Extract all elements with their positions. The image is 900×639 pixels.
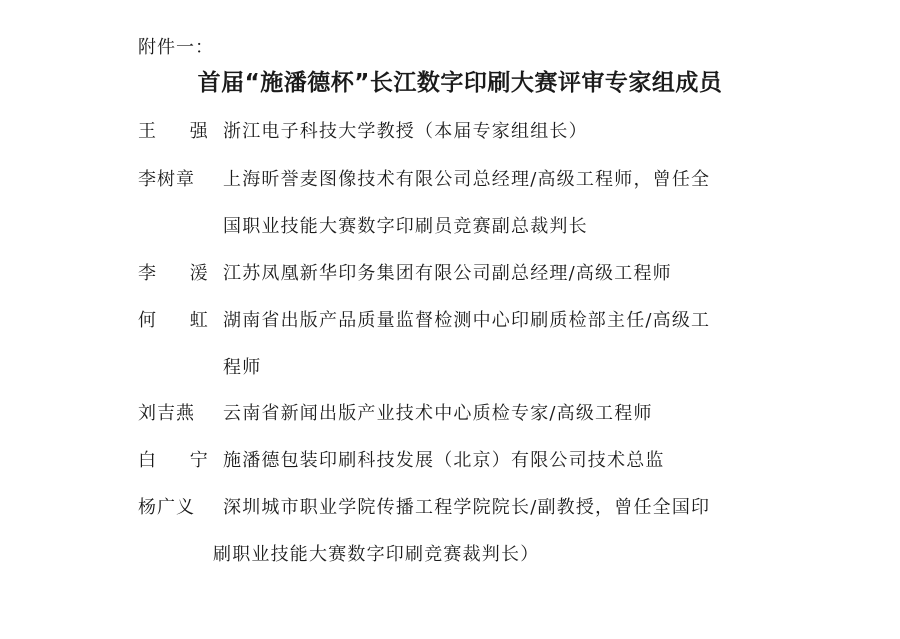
member-name: 李树章 (138, 169, 195, 190)
member-name: 何 虹 (138, 310, 222, 331)
member-entry (138, 156, 778, 250)
member-entry (138, 250, 778, 297)
member-description-line: 湖南省出版产品质量监督检测中心印刷质检部主任/高级工 (223, 310, 711, 331)
member-name: 刘吉燕 (138, 403, 195, 424)
member-description (223, 156, 768, 250)
member-description (223, 108, 768, 155)
member-description-line: 程师 (223, 357, 262, 378)
member-description-line: 国职业技能大赛数字印刷员竞赛副总裁判长 (223, 216, 588, 237)
member-name: 李 湲 (138, 263, 222, 284)
attachment-label: 附件一： (138, 37, 214, 58)
member-description (213, 484, 768, 578)
member-entry (138, 437, 778, 484)
member-description-line: 浙江电子科技大学教授（本届专家组组长） (223, 121, 588, 142)
member-description-line: 深圳城市职业学院传播工程学院院长/副教授，曾任全国印 (223, 497, 711, 518)
member-entry (138, 108, 778, 155)
member-description-line: 施潘德包装印刷科技发展（北京）有限公司技术总监 (223, 450, 665, 471)
member-description (223, 250, 768, 297)
member-name: 杨广义 (138, 497, 195, 518)
member-name: 王 强 (138, 121, 222, 142)
member-description (223, 390, 768, 437)
member-entry (138, 484, 778, 578)
member-entry (138, 390, 778, 437)
member-description (223, 297, 768, 391)
member-description-line: 云南省新闻出版产业技术中心质检专家/高级工程师 (223, 403, 653, 424)
member-description-line: 上海昕誉麦图像技术有限公司总经理/高级工程师，曾任全 (223, 169, 711, 190)
member-description-line: 江苏凤凰新华印务集团有限公司副总经理/高级工程师 (223, 263, 672, 284)
member-description-line: 刷职业技能大赛数字印刷竞赛裁判长） (213, 544, 540, 565)
member-name: 白 宁 (138, 450, 222, 471)
document-title: 首届“施潘德杯”长江数字印刷大赛评审专家组成员 (197, 70, 723, 96)
member-entry (138, 297, 778, 391)
member-description (223, 437, 768, 484)
